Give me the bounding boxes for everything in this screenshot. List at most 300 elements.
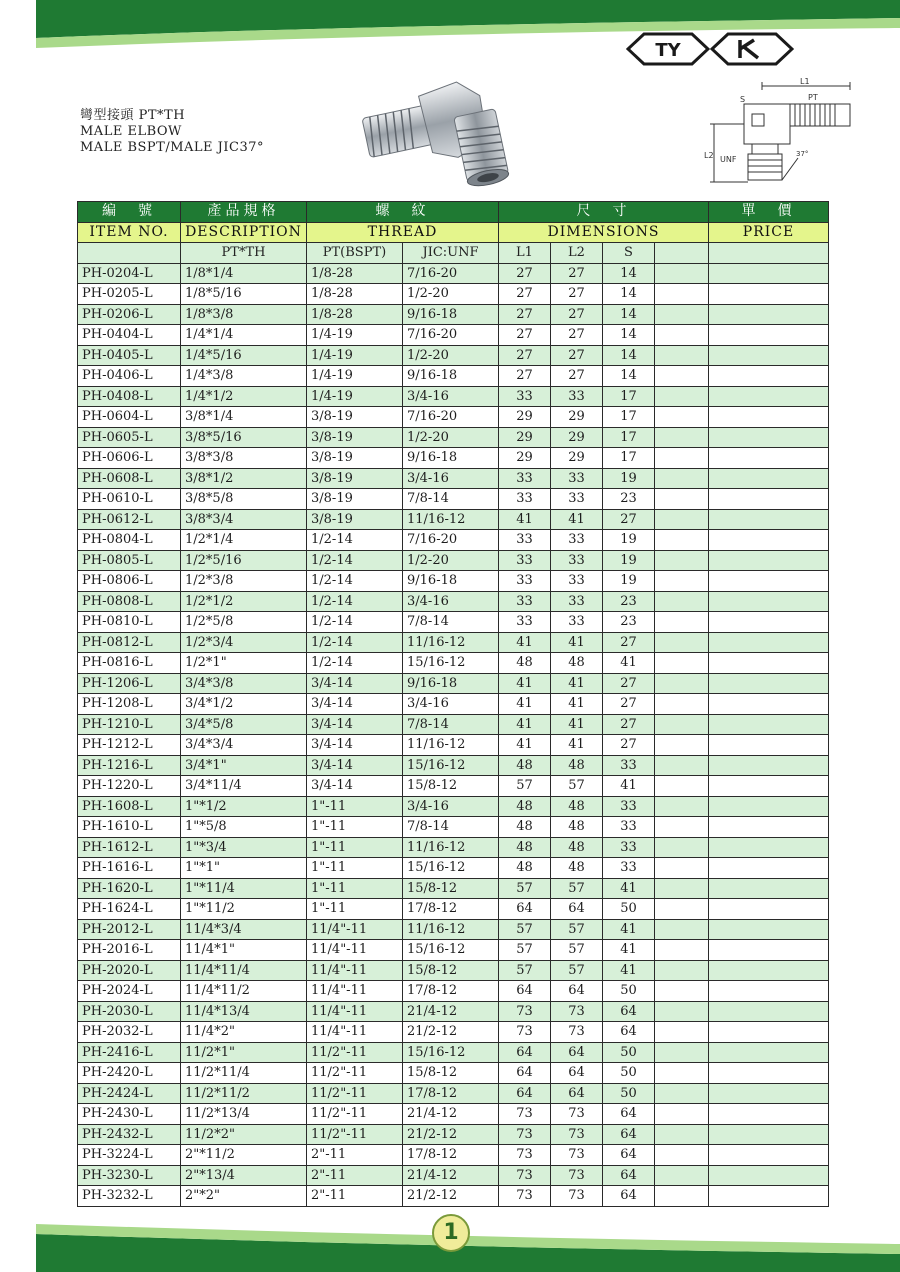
thread-pt-cell: 11/2"-11 [307,1104,403,1125]
dim-l1-cell: 64 [499,1063,551,1084]
thread-jic-cell: 3/4-16 [403,796,499,817]
dim-s-cell: 27 [603,714,655,735]
thread-pt-cell: 1/4-19 [307,325,403,346]
table-row [78,1022,829,1043]
thread-pt-cell: 1/4-19 [307,386,403,407]
dim-l2-cell: 64 [551,1083,603,1104]
table-row [78,1145,829,1166]
dim-blank-cell [655,571,709,592]
table-row [78,284,829,305]
description-cell: 11/4*11/4 [181,960,307,981]
dim-l1-cell: 64 [499,981,551,1002]
table-row [78,1165,829,1186]
price-cell [709,530,829,551]
item-no-cell: PH-1212-L [78,735,181,756]
header-item-en: ITEM NO. [78,222,181,243]
description-cell: 11/2*2" [181,1124,307,1145]
dim-l2-cell: 41 [551,673,603,694]
item-no-cell: PH-2032-L [78,1022,181,1043]
dim-s-cell: 23 [603,591,655,612]
thread-jic-cell: 15/16-12 [403,858,499,879]
table-row [78,427,829,448]
item-no-cell: PH-1220-L [78,776,181,797]
dim-blank-cell [655,366,709,387]
thread-pt-cell: 1/2-14 [307,591,403,612]
description-cell: 2"*2" [181,1186,307,1207]
description-cell: 3/4*11/4 [181,776,307,797]
dim-l1-cell: 48 [499,858,551,879]
dim-l2-cell: 41 [551,632,603,653]
thread-jic-cell: 11/16-12 [403,837,499,858]
dim-s-cell: 27 [603,694,655,715]
dim-blank-cell [655,284,709,305]
table-row [78,776,829,797]
dim-blank-cell [655,1145,709,1166]
thread-pt-cell: 3/8-19 [307,468,403,489]
thread-jic-cell: 7/8-14 [403,612,499,633]
table-row [78,550,829,571]
dim-blank-cell [655,878,709,899]
table-row [78,1083,829,1104]
thread-pt-cell: 3/8-19 [307,448,403,469]
thread-jic-cell: 9/16-18 [403,673,499,694]
dim-s-cell: 19 [603,468,655,489]
dim-l1-cell: 33 [499,612,551,633]
dim-s-cell: 41 [603,878,655,899]
description-cell: 3/8*1/4 [181,407,307,428]
dim-l2-cell: 73 [551,1165,603,1186]
table-row [78,714,829,735]
dim-l1-cell: 57 [499,960,551,981]
dim-l2-cell: 48 [551,837,603,858]
dim-l1-cell: 73 [499,1165,551,1186]
dim-l1-cell: 33 [499,386,551,407]
table-row [78,1186,829,1207]
description-cell: 1"*3/4 [181,837,307,858]
spec-table-body [78,263,829,1206]
item-no-cell: PH-2016-L [78,940,181,961]
dim-l1-cell: 48 [499,653,551,674]
item-no-cell: PH-3224-L [78,1145,181,1166]
description-cell: 1/4*1/4 [181,325,307,346]
sub-header-jic: JIC:UNF [403,243,499,264]
table-row [78,817,829,838]
thread-pt-cell: 11/4"-11 [307,919,403,940]
thread-jic-cell: 9/16-18 [403,366,499,387]
description-cell: 3/4*1" [181,755,307,776]
description-cell: 3/4*5/8 [181,714,307,735]
item-no-cell: PH-2012-L [78,919,181,940]
description-cell: 11/4*11/2 [181,981,307,1002]
dim-blank-cell [655,837,709,858]
dim-blank-cell [655,1186,709,1207]
table-row [78,981,829,1002]
dim-blank-cell [655,981,709,1002]
price-cell [709,591,829,612]
description-cell: 1/4*1/2 [181,386,307,407]
price-cell [709,673,829,694]
dim-blank-cell [655,1001,709,1022]
dim-s-cell: 19 [603,530,655,551]
table-row [78,591,829,612]
price-cell [709,1042,829,1063]
dim-l1-cell: 41 [499,509,551,530]
dim-l1-cell: 33 [499,530,551,551]
price-cell [709,940,829,961]
description-cell: 1/4*3/8 [181,366,307,387]
table-row [78,899,829,920]
thread-jic-cell: 7/8-14 [403,489,499,510]
ty-logo-icon [626,32,710,66]
price-cell [709,981,829,1002]
price-cell [709,755,829,776]
description-cell: 1"*11/4 [181,878,307,899]
description-cell: 1/8*3/8 [181,304,307,325]
dim-s-cell: 14 [603,366,655,387]
table-row [78,612,829,633]
table-row [78,960,829,981]
dim-s-cell: 50 [603,1083,655,1104]
dim-l1-cell: 41 [499,714,551,735]
thread-jic-cell: 7/8-14 [403,714,499,735]
thread-jic-cell: 7/8-14 [403,817,499,838]
item-no-cell: PH-1206-L [78,673,181,694]
thread-pt-cell: 1/2-14 [307,550,403,571]
dim-l1-cell: 27 [499,304,551,325]
dim-s-cell: 50 [603,981,655,1002]
dim-s-cell: 14 [603,263,655,284]
thread-pt-cell: 11/4"-11 [307,940,403,961]
price-cell [709,1145,829,1166]
dim-s-cell: 27 [603,632,655,653]
table-row [78,735,829,756]
item-no-cell: PH-0404-L [78,325,181,346]
thread-pt-cell: 2"-11 [307,1145,403,1166]
description-cell: 1/2*1" [181,653,307,674]
dim-s-cell: 33 [603,755,655,776]
thread-pt-cell: 1/2-14 [307,612,403,633]
dim-s-cell: 27 [603,673,655,694]
dim-s-cell: 64 [603,1022,655,1043]
dim-l1-cell: 27 [499,325,551,346]
item-no-cell: PH-1208-L [78,694,181,715]
thread-jic-cell: 21/2-12 [403,1022,499,1043]
dim-l1-cell: 29 [499,448,551,469]
dim-l2-cell: 57 [551,940,603,961]
dim-s-cell: 41 [603,940,655,961]
thread-pt-cell: 1/2-14 [307,571,403,592]
dim-blank-cell [655,796,709,817]
description-cell: 3/8*3/8 [181,448,307,469]
dim-l2-cell: 33 [551,591,603,612]
thread-jic-cell: 7/16-20 [403,530,499,551]
thread-pt-cell: 1/2-14 [307,530,403,551]
thread-pt-cell: 1"-11 [307,878,403,899]
dim-l2-cell: 64 [551,1042,603,1063]
dim-blank-cell [655,1022,709,1043]
dim-blank-cell [655,1042,709,1063]
item-no-cell: PH-1616-L [78,858,181,879]
thread-jic-cell: 21/4-12 [403,1001,499,1022]
sub-header-blank-dim [655,243,709,264]
elbow-fitting-image [358,78,548,198]
item-no-cell: PH-0808-L [78,591,181,612]
description-cell: 3/8*5/16 [181,427,307,448]
table-row [78,919,829,940]
dim-s-cell: 19 [603,550,655,571]
description-cell: 3/8*3/4 [181,509,307,530]
item-no-cell: PH-2432-L [78,1124,181,1145]
price-cell [709,509,829,530]
header-desc-en: DESCRIPTION [181,222,307,243]
description-cell: 1"*11/2 [181,899,307,920]
dim-l2-cell: 29 [551,448,603,469]
price-cell [709,694,829,715]
dim-l2-cell: 41 [551,735,603,756]
item-no-cell: PH-2416-L [78,1042,181,1063]
thread-pt-cell: 11/2"-11 [307,1083,403,1104]
dimension-diagram [700,74,860,192]
dim-l2-cell: 64 [551,899,603,920]
sub-header-s: S [603,243,655,264]
dim-s-cell: 14 [603,284,655,305]
thread-jic-cell: 15/8-12 [403,878,499,899]
thread-pt-cell: 1"-11 [307,858,403,879]
dim-l2-cell: 73 [551,1124,603,1145]
price-cell [709,796,829,817]
table-row [78,386,829,407]
thread-pt-cell: 11/2"-11 [307,1042,403,1063]
dim-l1-cell: 29 [499,427,551,448]
thread-jic-cell: 17/8-12 [403,981,499,1002]
table-row [78,653,829,674]
table-row [78,858,829,879]
description-cell: 1"*1" [181,858,307,879]
description-cell: 11/2*13/4 [181,1104,307,1125]
dim-l1-cell: 27 [499,345,551,366]
dim-l2-cell: 33 [551,468,603,489]
dim-l2-cell: 33 [551,489,603,510]
dim-l2-cell: 57 [551,919,603,940]
sub-header-l1: L1 [499,243,551,264]
price-cell [709,407,829,428]
description-cell: 1/2*5/16 [181,550,307,571]
dim-blank-cell [655,653,709,674]
table-row [78,940,829,961]
sub-header-blank [78,243,181,264]
thread-jic-cell: 9/16-18 [403,448,499,469]
dim-blank-cell [655,776,709,797]
price-cell [709,1001,829,1022]
dim-blank-cell [655,919,709,940]
thread-jic-cell: 7/16-20 [403,263,499,284]
table-row [78,1124,829,1145]
dim-l2-cell: 57 [551,960,603,981]
thread-pt-cell: 2"-11 [307,1165,403,1186]
thread-pt-cell: 3/8-19 [307,407,403,428]
dim-l1-cell: 33 [499,550,551,571]
dim-s-cell: 50 [603,1042,655,1063]
dim-l1-cell: 73 [499,1186,551,1207]
item-no-cell: PH-0205-L [78,284,181,305]
thread-pt-cell: 11/4"-11 [307,981,403,1002]
logo-k-text: K [751,56,753,57]
price-cell [709,366,829,387]
description-cell: 1/2*1/4 [181,530,307,551]
description-cell: 3/4*1/2 [181,694,307,715]
thread-jic-cell: 11/16-12 [403,735,499,756]
item-no-cell: PH-3232-L [78,1186,181,1207]
thread-pt-cell: 3/4-14 [307,714,403,735]
dim-l2-cell: 33 [551,571,603,592]
thread-jic-cell: 15/16-12 [403,755,499,776]
description-cell: 3/8*1/2 [181,468,307,489]
description-cell: 1/2*5/8 [181,612,307,633]
diagram-l1-label: L1 [800,77,810,86]
price-cell [709,878,829,899]
description-cell: 1"*5/8 [181,817,307,838]
table-row [78,1042,829,1063]
dim-l1-cell: 64 [499,1042,551,1063]
dim-blank-cell [655,817,709,838]
dim-blank-cell [655,1165,709,1186]
dim-l2-cell: 33 [551,612,603,633]
dim-blank-cell [655,940,709,961]
dim-s-cell: 27 [603,735,655,756]
thread-pt-cell: 3/4-14 [307,673,403,694]
price-cell [709,1124,829,1145]
table-row [78,673,829,694]
sub-header-desc: PT*TH [181,243,307,264]
dim-blank-cell [655,530,709,551]
description-cell: 3/4*3/8 [181,673,307,694]
table-row [78,468,829,489]
table-row [78,571,829,592]
logo-ty-text: TY [655,40,681,61]
thread-pt-cell: 3/4-14 [307,735,403,756]
thread-pt-cell: 11/4"-11 [307,1022,403,1043]
thread-pt-cell: 1"-11 [307,796,403,817]
price-cell [709,632,829,653]
dim-s-cell: 33 [603,796,655,817]
item-no-cell: PH-2020-L [78,960,181,981]
dim-l1-cell: 57 [499,776,551,797]
thread-pt-cell: 1"-11 [307,817,403,838]
dim-l1-cell: 27 [499,366,551,387]
item-no-cell: PH-1624-L [78,899,181,920]
dim-l2-cell: 41 [551,694,603,715]
dim-l1-cell: 57 [499,919,551,940]
dim-s-cell: 64 [603,1124,655,1145]
header-row-sub [78,243,829,264]
price-cell [709,263,829,284]
description-cell: 2"*11/2 [181,1145,307,1166]
thread-pt-cell: 2"-11 [307,1186,403,1207]
diagram-pt-label: PT [808,93,818,102]
dim-blank-cell [655,960,709,981]
price-cell [709,284,829,305]
description-cell: 11/2*1" [181,1042,307,1063]
dim-l1-cell: 41 [499,694,551,715]
diagram-l2-label: L2 [704,151,714,160]
dim-l2-cell: 27 [551,263,603,284]
thread-jic-cell: 7/16-20 [403,325,499,346]
dim-blank-cell [655,386,709,407]
price-cell [709,1165,829,1186]
header-thread-en: THREAD [307,222,499,243]
k-logo-icon [710,32,794,66]
dim-s-cell: 14 [603,325,655,346]
dim-blank-cell [655,427,709,448]
thread-pt-cell: 1/8-28 [307,263,403,284]
thread-jic-cell: 1/2-20 [403,345,499,366]
table-row [78,366,829,387]
thread-jic-cell: 7/16-20 [403,407,499,428]
thread-jic-cell: 1/2-20 [403,427,499,448]
thread-jic-cell: 17/8-12 [403,1083,499,1104]
dim-l2-cell: 33 [551,386,603,407]
thread-jic-cell: 3/4-16 [403,591,499,612]
dim-blank-cell [655,591,709,612]
table-row [78,694,829,715]
dim-l2-cell: 48 [551,858,603,879]
price-cell [709,919,829,940]
dim-l1-cell: 41 [499,673,551,694]
dim-blank-cell [655,263,709,284]
thread-pt-cell: 1/2-14 [307,632,403,653]
description-cell: 11/2*11/2 [181,1083,307,1104]
item-no-cell: PH-1620-L [78,878,181,899]
dim-s-cell: 64 [603,1145,655,1166]
thread-jic-cell: 21/4-12 [403,1104,499,1125]
page-number: 1 [432,1214,470,1252]
dim-l2-cell: 41 [551,509,603,530]
table-row [78,755,829,776]
description-cell: 1/4*5/16 [181,345,307,366]
header-price-zh: 單 價 [709,202,829,223]
dim-s-cell: 27 [603,509,655,530]
dim-l1-cell: 73 [499,1104,551,1125]
dim-blank-cell [655,1083,709,1104]
dim-s-cell: 50 [603,1063,655,1084]
header-row-zh [78,202,829,223]
dim-s-cell: 64 [603,1001,655,1022]
item-no-cell: PH-0612-L [78,509,181,530]
dim-l2-cell: 29 [551,407,603,428]
item-no-cell: PH-0405-L [78,345,181,366]
table-row [78,489,829,510]
description-cell: 1/2*3/8 [181,571,307,592]
dim-l2-cell: 27 [551,366,603,387]
dim-blank-cell [655,735,709,756]
dim-l2-cell: 27 [551,345,603,366]
item-no-cell: PH-0606-L [78,448,181,469]
price-cell [709,386,829,407]
description-cell: 11/2*11/4 [181,1063,307,1084]
item-no-cell: PH-0810-L [78,612,181,633]
thread-jic-cell: 11/16-12 [403,509,499,530]
table-row [78,530,829,551]
table-row [78,1001,829,1022]
item-no-cell: PH-0812-L [78,632,181,653]
dim-l1-cell: 64 [499,1083,551,1104]
table-row [78,632,829,653]
dim-s-cell: 41 [603,653,655,674]
dim-l2-cell: 41 [551,714,603,735]
dim-s-cell: 17 [603,386,655,407]
dim-l2-cell: 27 [551,325,603,346]
dim-l1-cell: 48 [499,837,551,858]
